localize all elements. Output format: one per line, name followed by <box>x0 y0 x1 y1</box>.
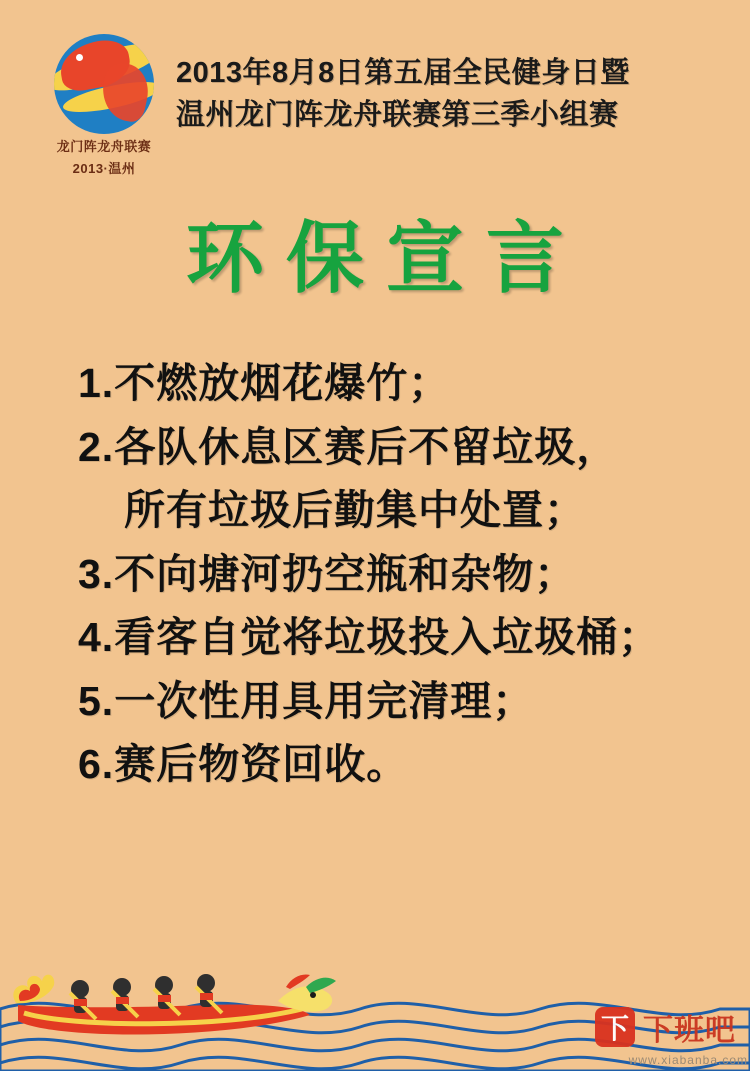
page-title: 环保宣言 <box>185 214 586 302</box>
list-item: 所有垃圾后勤集中处置； <box>124 487 586 534</box>
list-item: 5.一次性用具用完清理； <box>78 677 535 724</box>
watermark-text: 下班吧 <box>643 1014 736 1047</box>
dragon-boat-emblem-icon <box>54 34 154 134</box>
event-title-line-1: 2013年8月8日第五届全民健身日暨 <box>176 57 630 89</box>
poster-header <box>0 34 750 184</box>
watermark <box>595 1005 736 1049</box>
list-item: 4.看客自觉将垃圾投入垃圾桶； <box>78 614 661 661</box>
list-item: 3.不向塘河扔空瓶和杂物； <box>78 550 577 597</box>
watermark-subtext: www.xiabanba.com <box>628 1053 748 1067</box>
dragon-boat-illustration-icon <box>10 943 340 1053</box>
header-title-block <box>176 34 630 136</box>
event-logo <box>40 34 168 184</box>
event-title-line-2: 温州龙门阵龙舟联赛第三季小组赛 <box>176 99 619 132</box>
list-item: 2.各队休息区赛后不留垃圾， <box>78 423 619 470</box>
watermark-badge-icon: 下 <box>595 1007 635 1047</box>
logo-text-primary: 龙门阵龙舟联赛 <box>56 139 152 154</box>
logo-dragon-eye-shape <box>76 54 83 61</box>
declaration-list <box>78 352 700 797</box>
list-item: 6.赛后物资回收。 <box>78 741 409 788</box>
list-item: 1.不燃放烟花爆竹； <box>78 360 451 406</box>
logo-text-secondary: 2013·温州 <box>72 161 136 176</box>
